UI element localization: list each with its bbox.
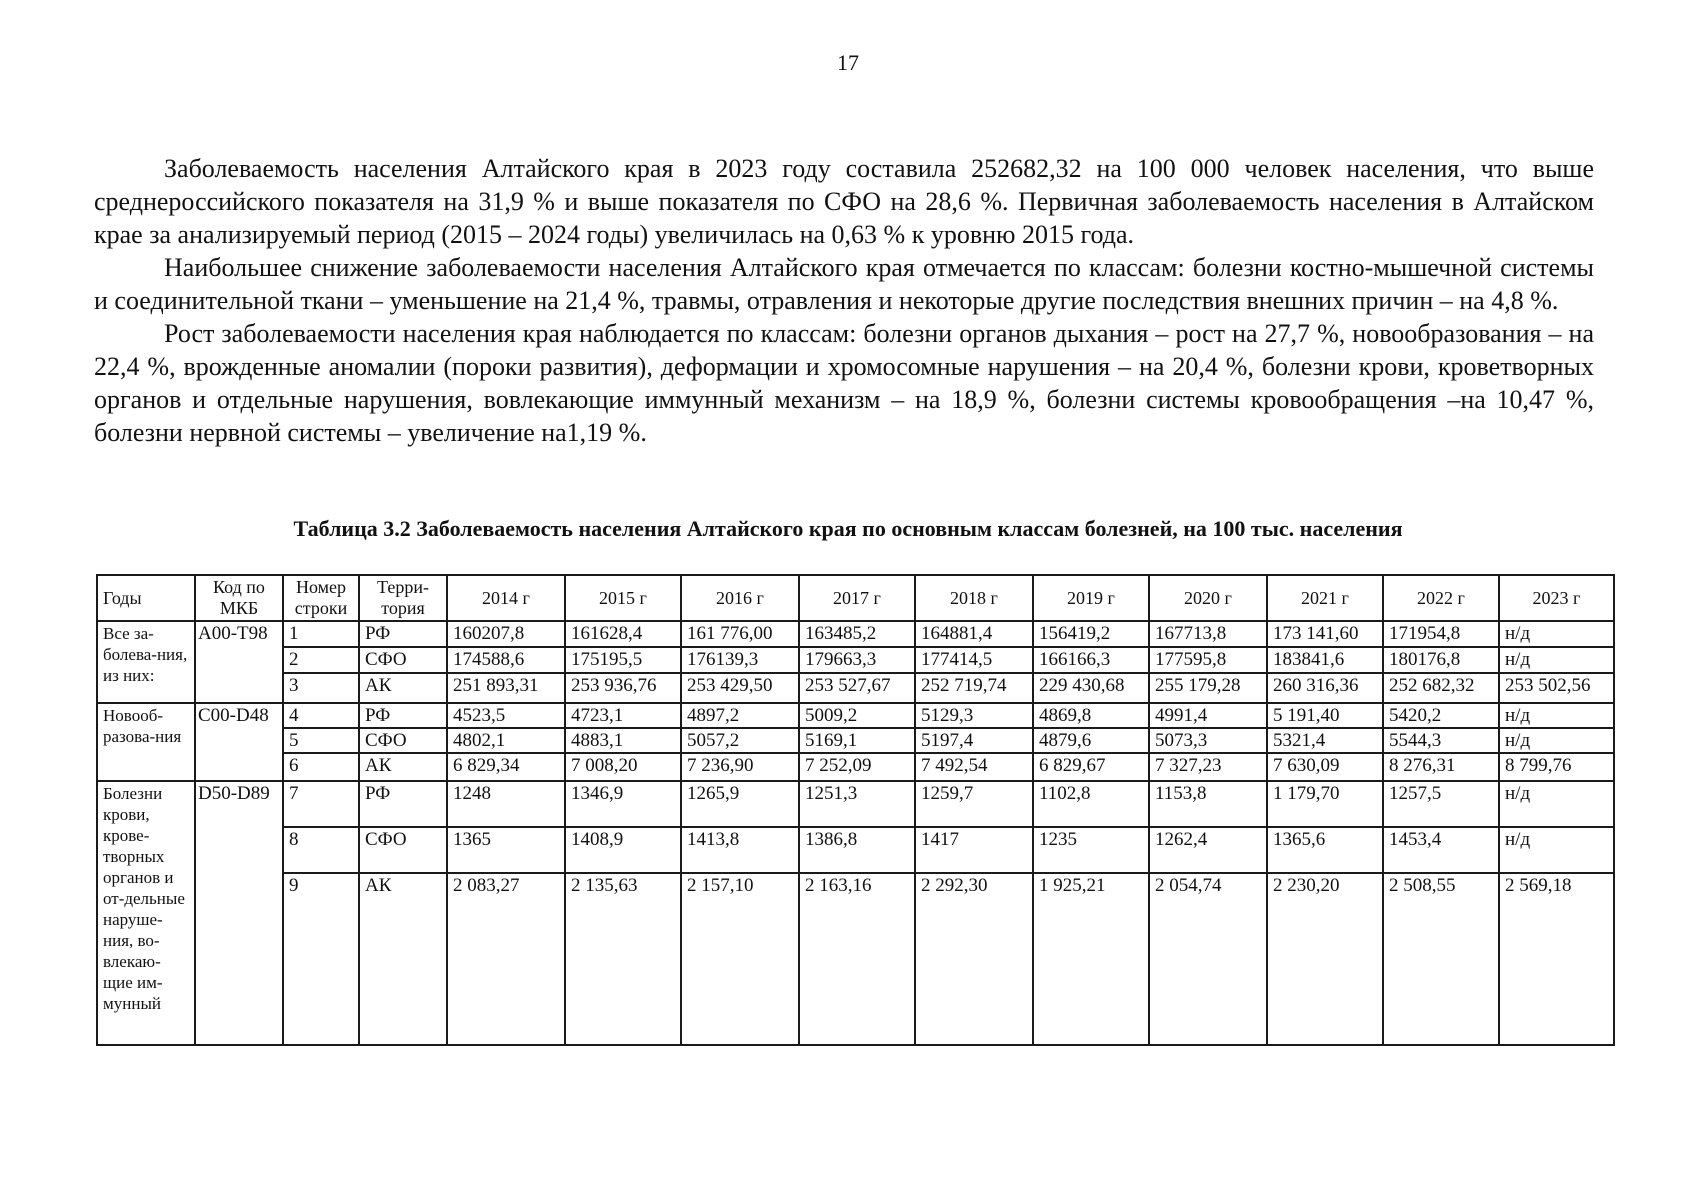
value-cell: 7 492,54 (915, 753, 1033, 781)
value-cell: 1365,6 (1267, 827, 1383, 873)
value-cell: 1346,9 (565, 781, 681, 827)
value-cell: 7 252,09 (799, 753, 915, 781)
value-cell: 260 316,36 (1267, 673, 1383, 703)
value-cell: 2 508,55 (1383, 873, 1499, 1045)
value-cell: 164881,4 (915, 621, 1033, 647)
body-text (94, 152, 1594, 449)
territory-cell: СФО (359, 728, 447, 753)
value-cell: н/д (1499, 781, 1614, 827)
value-cell: 5 191,40 (1267, 703, 1383, 728)
value-cell: 1259,7 (915, 781, 1033, 827)
value-cell: 1365 (447, 827, 565, 873)
value-cell: 183841,6 (1267, 647, 1383, 673)
value-cell: 8 276,31 (1383, 753, 1499, 781)
column-header: 2018 г (915, 575, 1033, 621)
table-row (97, 621, 1614, 647)
column-header: 2023 г (1499, 575, 1614, 621)
value-cell: н/д (1499, 647, 1614, 673)
value-cell: 1235 (1033, 827, 1149, 873)
value-cell: 7 327,23 (1149, 753, 1267, 781)
value-cell: 1 925,21 (1033, 873, 1149, 1045)
value-cell: 229 430,68 (1033, 673, 1149, 703)
value-cell: 4897,2 (681, 703, 799, 728)
value-cell: 5420,2 (1383, 703, 1499, 728)
value-cell: 5169,1 (799, 728, 915, 753)
value-cell: 1413,8 (681, 827, 799, 873)
value-cell: 2 135,63 (565, 873, 681, 1045)
value-cell: 5321,4 (1267, 728, 1383, 753)
value-cell: 4723,1 (565, 703, 681, 728)
paragraph: Заболеваемость населения Алтайского края в 2023 году составила 252682,32 на 100 000 человек населения, что выше среднероссийского показателя на 31,9 % и выше показателя по СФО на 28,6 %. Первичная заболеваемость населения в Алтайском крае за анализируемый период (2015 – 2024 годы) увеличилась на 0,63 % к уровню 2015 года. (94, 154, 1594, 249)
value-cell: 5057,2 (681, 728, 799, 753)
value-cell: 6 829,67 (1033, 753, 1149, 781)
value-cell: 5544,3 (1383, 728, 1499, 753)
disease-group-label: Болезни крови, крове-творных органов и от-дельные наруше-ния, во-влекаю-щие им-мунный (97, 781, 195, 1045)
value-cell: 1251,3 (799, 781, 915, 827)
value-cell: 253 502,56 (1499, 673, 1614, 703)
row-number: 5 (283, 728, 359, 753)
territory-cell: РФ (359, 621, 447, 647)
value-cell: 166166,3 (1033, 647, 1149, 673)
value-cell: 7 008,20 (565, 753, 681, 781)
value-cell: 175195,5 (565, 647, 681, 673)
value-cell: 177595,8 (1149, 647, 1267, 673)
table-row (97, 703, 1614, 728)
value-cell: 5129,3 (915, 703, 1033, 728)
table-body (97, 621, 1614, 1045)
value-cell: 177414,5 (915, 647, 1033, 673)
value-cell: 167713,8 (1149, 621, 1267, 647)
column-header: 2019 г (1033, 575, 1149, 621)
page-number: 17 (837, 50, 859, 75)
table-header-row (97, 575, 1614, 621)
value-cell: 253 429,50 (681, 673, 799, 703)
value-cell: 5073,3 (1149, 728, 1267, 753)
table-row (97, 827, 1614, 873)
morbidity-table-container (96, 574, 1613, 1046)
value-cell: 252 682,32 (1383, 673, 1499, 703)
paragraph: Рост заболеваемости населения края наблюдается по классам: болезни органов дыхания – рост на 27,7 %, новообразования – на 22,4 %, врожденные аномалии (пороки развития), деформации и хромосомные нарушения – на 20,4 %, болезни крови, кроветворных органов и отдельные нарушения, вовлекающие иммунный механизм – на 18,9 %, болезни системы кровообращения –на 10,47 %, болезни нервной системы – увеличение на1,19 %. (94, 319, 1594, 447)
column-header: Номер строки (283, 575, 359, 621)
icd-code: C00-D48 (195, 703, 283, 781)
value-cell: н/д (1499, 728, 1614, 753)
value-cell: 2 157,10 (681, 873, 799, 1045)
value-cell: 1453,4 (1383, 827, 1499, 873)
table-row (97, 673, 1614, 703)
row-number: 6 (283, 753, 359, 781)
value-cell: 7 236,90 (681, 753, 799, 781)
table-row (97, 728, 1614, 753)
territory-cell: АК (359, 753, 447, 781)
table-row (97, 753, 1614, 781)
territory-cell: РФ (359, 781, 447, 827)
column-header: 2020 г (1149, 575, 1267, 621)
table-row (97, 781, 1614, 827)
value-cell: 4802,1 (447, 728, 565, 753)
territory-cell: РФ (359, 703, 447, 728)
table-caption: Таблица 3.2 Заболеваемость населения Алтайского края по основным классам болезней, на 100 тыс. населения (293, 516, 1403, 541)
value-cell: 1262,4 (1149, 827, 1267, 873)
value-cell: 2 292,30 (915, 873, 1033, 1045)
territory-cell: СФО (359, 647, 447, 673)
value-cell: 4883,1 (565, 728, 681, 753)
territory-cell: АК (359, 673, 447, 703)
value-cell: 179663,3 (799, 647, 915, 673)
row-number: 3 (283, 673, 359, 703)
value-cell: 180176,8 (1383, 647, 1499, 673)
column-header: Код по МКБ (195, 575, 283, 621)
row-number: 8 (283, 827, 359, 873)
value-cell: 7 630,09 (1267, 753, 1383, 781)
value-cell: 2 163,16 (799, 873, 915, 1045)
table-row (97, 647, 1614, 673)
value-cell: 1386,8 (799, 827, 915, 873)
value-cell: 255 179,28 (1149, 673, 1267, 703)
value-cell: 161 776,00 (681, 621, 799, 647)
territory-cell: АК (359, 873, 447, 1045)
column-header: 2017 г (799, 575, 915, 621)
value-cell: 6 829,34 (447, 753, 565, 781)
value-cell: 8 799,76 (1499, 753, 1614, 781)
value-cell: 173 141,60 (1267, 621, 1383, 647)
icd-code: D50-D89 (195, 781, 283, 1045)
value-cell: 161628,4 (565, 621, 681, 647)
value-cell: 2 569,18 (1499, 873, 1614, 1045)
value-cell: 171954,8 (1383, 621, 1499, 647)
value-cell: 163485,2 (799, 621, 915, 647)
value-cell: 252 719,74 (915, 673, 1033, 703)
value-cell: 253 527,67 (799, 673, 915, 703)
column-header: 2016 г (681, 575, 799, 621)
value-cell: 1408,9 (565, 827, 681, 873)
value-cell: 1153,8 (1149, 781, 1267, 827)
column-header: Годы (97, 575, 195, 621)
column-header: Терри-тория (359, 575, 447, 621)
value-cell: 1257,5 (1383, 781, 1499, 827)
paragraph: Наибольшее снижение заболеваемости населения Алтайского края отмечается по классам: болезни костно-мышечной системы и соединительной ткани – уменьшение на 21,4 %, травмы, отравления и некоторые другие последствия внешних причин – на 4,8 %. (94, 253, 1594, 315)
value-cell: н/д (1499, 621, 1614, 647)
table-row (97, 873, 1614, 1045)
column-header: 2021 г (1267, 575, 1383, 621)
value-cell: 253 936,76 (565, 673, 681, 703)
territory-cell: СФО (359, 827, 447, 873)
column-header: 2022 г (1383, 575, 1499, 621)
value-cell: 4523,5 (447, 703, 565, 728)
row-number: 7 (283, 781, 359, 827)
value-cell: 160207,8 (447, 621, 565, 647)
value-cell: 156419,2 (1033, 621, 1149, 647)
value-cell: 1417 (915, 827, 1033, 873)
value-cell: 1102,8 (1033, 781, 1149, 827)
value-cell: 1248 (447, 781, 565, 827)
value-cell: 2 083,27 (447, 873, 565, 1045)
column-header: 2015 г (565, 575, 681, 621)
value-cell: 176139,3 (681, 647, 799, 673)
value-cell: н/д (1499, 703, 1614, 728)
value-cell: 251 893,31 (447, 673, 565, 703)
icd-code: A00-T98 (195, 621, 283, 703)
value-cell: 4869,8 (1033, 703, 1149, 728)
column-header: 2014 г (447, 575, 565, 621)
row-number: 2 (283, 647, 359, 673)
row-number: 1 (283, 621, 359, 647)
value-cell: 5197,4 (915, 728, 1033, 753)
value-cell: н/д (1499, 827, 1614, 873)
value-cell: 1265,9 (681, 781, 799, 827)
row-number: 4 (283, 703, 359, 728)
disease-group-label: Все за-болева-ния, из них: (97, 621, 195, 703)
morbidity-table (96, 574, 1615, 1046)
value-cell: 4991,4 (1149, 703, 1267, 728)
value-cell: 1 179,70 (1267, 781, 1383, 827)
value-cell: 174588,6 (447, 647, 565, 673)
row-number: 9 (283, 873, 359, 1045)
value-cell: 5009,2 (799, 703, 915, 728)
value-cell: 4879,6 (1033, 728, 1149, 753)
value-cell: 2 054,74 (1149, 873, 1267, 1045)
value-cell: 2 230,20 (1267, 873, 1383, 1045)
disease-group-label: Новооб-разова-ния (97, 703, 195, 781)
